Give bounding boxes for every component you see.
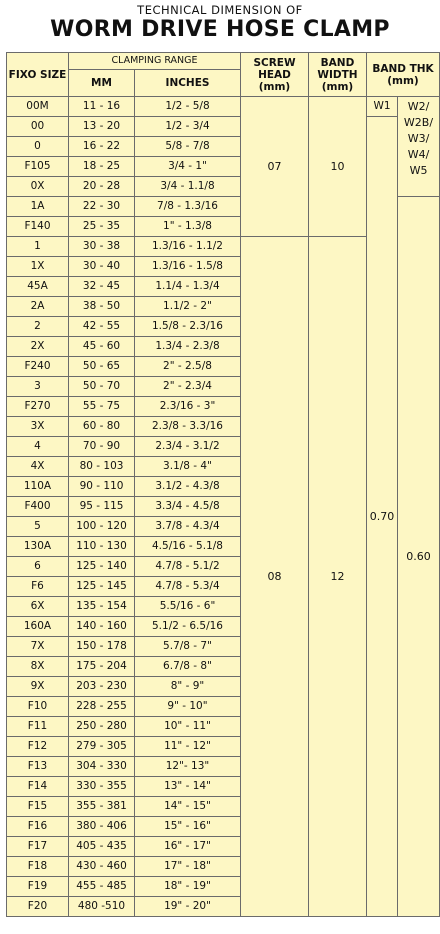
header-clamping-range: CLAMPING RANGE bbox=[69, 53, 241, 70]
cell-fixo-size: F105 bbox=[7, 157, 69, 177]
cell-inches: 1.5/8 - 2.3/16 bbox=[135, 317, 241, 337]
cell-fixo-size: 0 bbox=[7, 137, 69, 157]
cell-mm: 11 - 16 bbox=[69, 97, 135, 117]
cell-mm: 90 - 110 bbox=[69, 477, 135, 497]
cell-mm: 50 - 65 bbox=[69, 357, 135, 377]
cell-inches: 15" - 16" bbox=[135, 817, 241, 837]
cell-mm: 16 - 22 bbox=[69, 137, 135, 157]
cell-inches: 1.3/16 - 1.5/8 bbox=[135, 257, 241, 277]
cell-fixo-size: F270 bbox=[7, 397, 69, 417]
cell-inches: 6.7/8 - 8" bbox=[135, 657, 241, 677]
cell-mm: 25 - 35 bbox=[69, 217, 135, 237]
cell-mm: 20 - 28 bbox=[69, 177, 135, 197]
cell-fixo-size: 2 bbox=[7, 317, 69, 337]
cell-screw-head: 08 bbox=[241, 237, 309, 917]
cell-mm: 50 - 70 bbox=[69, 377, 135, 397]
cell-fixo-size: 110A bbox=[7, 477, 69, 497]
header-subtitle: TECHNICAL DIMENSION OF bbox=[137, 3, 303, 17]
cell-band-thk-w2-value: 0.60 bbox=[398, 197, 440, 917]
cell-fixo-size: 2X bbox=[7, 337, 69, 357]
cell-fixo-size: F19 bbox=[7, 877, 69, 897]
cell-fixo-size: F140 bbox=[7, 217, 69, 237]
cell-inches: 1/2 - 5/8 bbox=[135, 97, 241, 117]
cell-inches: 16" - 17" bbox=[135, 837, 241, 857]
cell-mm: 405 - 435 bbox=[69, 837, 135, 857]
cell-fixo-size: F14 bbox=[7, 777, 69, 797]
header-mm: MM bbox=[69, 70, 135, 97]
cell-fixo-size: 3 bbox=[7, 377, 69, 397]
cell-band-thk-w1-value: 0.70 bbox=[367, 117, 398, 917]
header-band-thk: BAND THK (mm) bbox=[367, 53, 440, 97]
dimension-table-wrapper bbox=[6, 52, 440, 917]
header-title: WORM DRIVE HOSE CLAMP bbox=[50, 17, 390, 42]
cell-fixo-size: 4X bbox=[7, 457, 69, 477]
cell-fixo-size: F17 bbox=[7, 837, 69, 857]
cell-mm: 304 - 330 bbox=[69, 757, 135, 777]
cell-fixo-size: 1A bbox=[7, 197, 69, 217]
cell-mm: 100 - 120 bbox=[69, 517, 135, 537]
header-fixo-size: FIXO SIZE bbox=[7, 53, 69, 97]
cell-fixo-size: 7X bbox=[7, 637, 69, 657]
cell-fixo-size: 6X bbox=[7, 597, 69, 617]
cell-band-width: 12 bbox=[309, 237, 367, 917]
cell-inches: 2.3/16 - 3" bbox=[135, 397, 241, 417]
cell-fixo-size: F18 bbox=[7, 857, 69, 877]
cell-inches: 8" - 9" bbox=[135, 677, 241, 697]
cell-mm: 140 - 160 bbox=[69, 617, 135, 637]
cell-inches: 3.1/2 - 4.3/8 bbox=[135, 477, 241, 497]
cell-screw-head: 07 bbox=[241, 97, 309, 237]
cell-mm: 250 - 280 bbox=[69, 717, 135, 737]
cell-mm: 430 - 460 bbox=[69, 857, 135, 877]
cell-fixo-size: F12 bbox=[7, 737, 69, 757]
cell-mm: 60 - 80 bbox=[69, 417, 135, 437]
cell-inches: 5.1/2 - 6.5/16 bbox=[135, 617, 241, 637]
cell-mm: 125 - 140 bbox=[69, 557, 135, 577]
cell-mm: 18 - 25 bbox=[69, 157, 135, 177]
cell-inches: 12"- 13" bbox=[135, 757, 241, 777]
cell-inches: 3/4 - 1.1/8 bbox=[135, 177, 241, 197]
cell-mm: 228 - 255 bbox=[69, 697, 135, 717]
cell-inches: 3/4 - 1" bbox=[135, 157, 241, 177]
cell-fixo-size: 00M bbox=[7, 97, 69, 117]
cell-fixo-size: 2A bbox=[7, 297, 69, 317]
cell-mm: 175 - 204 bbox=[69, 657, 135, 677]
cell-fixo-size: F13 bbox=[7, 757, 69, 777]
cell-mm: 30 - 40 bbox=[69, 257, 135, 277]
cell-mm: 42 - 55 bbox=[69, 317, 135, 337]
cell-inches: 5.5/16 - 6" bbox=[135, 597, 241, 617]
cell-fixo-size: F15 bbox=[7, 797, 69, 817]
cell-fixo-size: F16 bbox=[7, 817, 69, 837]
cell-inches: 4.7/8 - 5.3/4 bbox=[135, 577, 241, 597]
cell-mm: 150 - 178 bbox=[69, 637, 135, 657]
cell-fixo-size: 1X bbox=[7, 257, 69, 277]
cell-mm: 330 - 355 bbox=[69, 777, 135, 797]
cell-fixo-size: 8X bbox=[7, 657, 69, 677]
header-band-width: BAND WIDTH (mm) bbox=[309, 53, 367, 97]
cell-inches: 1" - 1.3/8 bbox=[135, 217, 241, 237]
cell-mm: 203 - 230 bbox=[69, 677, 135, 697]
cell-fixo-size: 130A bbox=[7, 537, 69, 557]
cell-fixo-size: 5 bbox=[7, 517, 69, 537]
cell-mm: 355 - 381 bbox=[69, 797, 135, 817]
cell-mm: 95 - 115 bbox=[69, 497, 135, 517]
cell-inches: 5/8 - 7/8 bbox=[135, 137, 241, 157]
cell-mm: 32 - 45 bbox=[69, 277, 135, 297]
cell-inches: 2.3/8 - 3.3/16 bbox=[135, 417, 241, 437]
cell-inches: 1.3/4 - 2.3/8 bbox=[135, 337, 241, 357]
cell-inches: 3.7/8 - 4.3/4 bbox=[135, 517, 241, 537]
header-screw-head: SCREW HEAD (mm) bbox=[241, 53, 309, 97]
table-row bbox=[7, 97, 440, 117]
cell-inches: 1.1/2 - 2" bbox=[135, 297, 241, 317]
cell-mm: 45 - 60 bbox=[69, 337, 135, 357]
cell-fixo-size: F400 bbox=[7, 497, 69, 517]
cell-fixo-size: 3X bbox=[7, 417, 69, 437]
cell-mm: 13 - 20 bbox=[69, 117, 135, 137]
cell-band-thk-w2-label: W2/ W2B/ W3/ W4/ W5 bbox=[398, 97, 440, 197]
cell-fixo-size: F10 bbox=[7, 697, 69, 717]
cell-mm: 110 - 130 bbox=[69, 537, 135, 557]
cell-mm: 455 - 485 bbox=[69, 877, 135, 897]
cell-inches: 7/8 - 1.3/16 bbox=[135, 197, 241, 217]
dimension-table bbox=[6, 52, 440, 917]
table-row bbox=[7, 117, 440, 137]
cell-mm: 135 - 154 bbox=[69, 597, 135, 617]
cell-fixo-size: F11 bbox=[7, 717, 69, 737]
cell-inches: 18" - 19" bbox=[135, 877, 241, 897]
header-inches: INCHES bbox=[135, 70, 241, 97]
cell-inches: 10" - 11" bbox=[135, 717, 241, 737]
cell-mm: 30 - 38 bbox=[69, 237, 135, 257]
cell-inches: 13" - 14" bbox=[135, 777, 241, 797]
cell-inches: 14" - 15" bbox=[135, 797, 241, 817]
cell-inches: 11" - 12" bbox=[135, 737, 241, 757]
cell-inches: 17" - 18" bbox=[135, 857, 241, 877]
cell-mm: 125 - 145 bbox=[69, 577, 135, 597]
cell-mm: 480 -510 bbox=[69, 897, 135, 917]
cell-fixo-size: 9X bbox=[7, 677, 69, 697]
cell-fixo-size: 00 bbox=[7, 117, 69, 137]
cell-mm: 38 - 50 bbox=[69, 297, 135, 317]
cell-inches: 3.3/4 - 4.5/8 bbox=[135, 497, 241, 517]
cell-fixo-size: 4 bbox=[7, 437, 69, 457]
cell-inches: 2" - 2.5/8 bbox=[135, 357, 241, 377]
cell-fixo-size: 0X bbox=[7, 177, 69, 197]
cell-mm: 70 - 90 bbox=[69, 437, 135, 457]
cell-inches: 5.7/8 - 7" bbox=[135, 637, 241, 657]
cell-inches: 9" - 10" bbox=[135, 697, 241, 717]
cell-fixo-size: 6 bbox=[7, 557, 69, 577]
cell-inches: 1.3/16 - 1.1/2 bbox=[135, 237, 241, 257]
cell-fixo-size: F20 bbox=[7, 897, 69, 917]
cell-mm: 22 - 30 bbox=[69, 197, 135, 217]
cell-inches: 19" - 20" bbox=[135, 897, 241, 917]
cell-mm: 380 - 406 bbox=[69, 817, 135, 837]
cell-mm: 55 - 75 bbox=[69, 397, 135, 417]
cell-inches: 1/2 - 3/4 bbox=[135, 117, 241, 137]
cell-inches: 2.3/4 - 3.1/2 bbox=[135, 437, 241, 457]
cell-band-width: 10 bbox=[309, 97, 367, 237]
table-body bbox=[7, 97, 440, 917]
cell-fixo-size: 1 bbox=[7, 237, 69, 257]
cell-inches: 3.1/8 - 4" bbox=[135, 457, 241, 477]
cell-band-thk-w1-label: W1 bbox=[367, 97, 398, 117]
page-header bbox=[0, 0, 440, 48]
cell-inches: 4.5/16 - 5.1/8 bbox=[135, 537, 241, 557]
cell-fixo-size: F240 bbox=[7, 357, 69, 377]
cell-fixo-size: 45A bbox=[7, 277, 69, 297]
cell-mm: 279 - 305 bbox=[69, 737, 135, 757]
cell-inches: 2" - 2.3/4 bbox=[135, 377, 241, 397]
cell-inches: 4.7/8 - 5.1/2 bbox=[135, 557, 241, 577]
cell-fixo-size: 160A bbox=[7, 617, 69, 637]
cell-fixo-size: F6 bbox=[7, 577, 69, 597]
cell-inches: 1.1/4 - 1.3/4 bbox=[135, 277, 241, 297]
cell-mm: 80 - 103 bbox=[69, 457, 135, 477]
